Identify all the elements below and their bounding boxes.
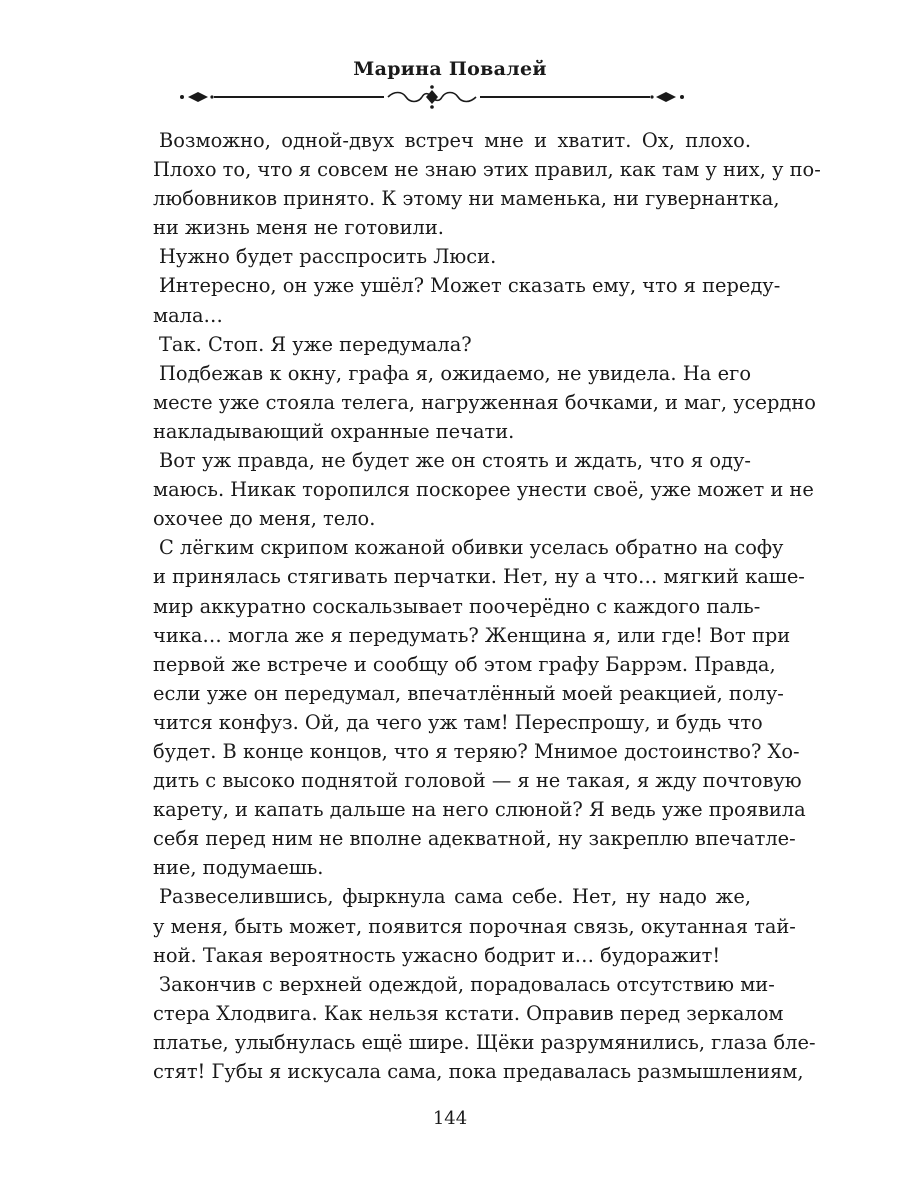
- body-text: [153, 126, 821, 1086]
- text-line: стят! Губы я искусала сама, пока предавалась размышлениям,: [153, 1060, 804, 1083]
- text-line: Подбежав к окну, графа я, ожидаемо, не увидела. На его: [159, 361, 751, 385]
- text-line: Интересно, он уже ушёл? Может сказать ему, что я переду-: [159, 274, 781, 298]
- text-line: Возможно, одной-двух встреч мне и хватит. Ох, плохо.: [159, 129, 751, 152]
- text-line: Нужно будет расспросить Люси.: [159, 245, 497, 269]
- text-line: первой же встрече и сообщу об этом графу Баррэм. Правда,: [153, 652, 776, 676]
- text-line: накладывающий охранные печати.: [153, 419, 515, 443]
- text-line: будет. В конце концов, что я теряю? Мнимое достоинство? Хо-: [153, 739, 800, 763]
- text-line: и принялась стягивать перчатки. Нет, ну а что… мягкий каше-: [153, 565, 805, 589]
- text-line: дить с высоко поднятой головой — я не такая, я жду почтовую: [153, 769, 802, 793]
- text-line: ни жизнь меня не готовили.: [153, 216, 444, 240]
- page-number: 144: [432, 1108, 468, 1129]
- text-line: стера Хлодвига. Как нельзя кстати. Оправив перед зеркалом: [153, 1001, 784, 1025]
- text-line: охочее до меня, тело.: [153, 507, 376, 531]
- text-line: у меня, быть может, появится порочная связь, окутанная тай-: [153, 914, 796, 938]
- text-line: месте уже стояла телега, нагруженная бочками, и маг, усердно: [153, 390, 816, 414]
- ornament-divider-icon: [178, 84, 686, 110]
- text-line: Так. Стоп. Я уже передумала?: [159, 332, 472, 356]
- text-line: ние, подумаешь.: [153, 856, 324, 880]
- text-line: Вот уж правда, не будет же он стоять и ждать, что я оду-: [159, 449, 751, 473]
- text-line: Развеселившись, фыркнула сама себе. Нет, ну надо же,: [159, 885, 751, 909]
- text-line: мир аккуратно соскальзывает поочерёдно с каждого паль-: [153, 594, 761, 618]
- text-line: ной. Такая вероятность ужасно бодрит и… будоражит!: [153, 943, 721, 967]
- author-name: Марина Повалей: [353, 58, 547, 80]
- text-line: Плохо то, что я совсем не знаю этих правил, как там у них, у по-: [153, 158, 821, 182]
- text-line: чится конфуз. Ой, да чего уж там! Переспрошу, и будь что: [153, 710, 763, 734]
- text-line: если уже он передумал, впечатлённый моей реакцией, полу-: [153, 681, 784, 705]
- text-line: карету, и капать дальше на него слюной? Я ведь уже проявила: [153, 798, 806, 822]
- text-line: мала…: [153, 303, 223, 327]
- running-header: [0, 58, 900, 80]
- text-line: Закончив с верхней одеждой, порадовалась отсутствию ми-: [159, 972, 775, 996]
- text-line: маюсь. Никак торопился поскорее унести своё, уже может и не: [153, 478, 814, 502]
- text-line: чика… могла же я передумать? Женщина я, или где! Вот при: [153, 623, 791, 647]
- text-line: С лёгким скрипом кожаной обивки уселась обратно на софу: [159, 536, 784, 560]
- text-line: себя перед ним не вполне адекватной, ну закреплю впечатле-: [153, 827, 796, 851]
- text-line: платье, улыбнулась ещё шире. Щёки разрумянились, глаза бле-: [153, 1030, 816, 1054]
- text-line: любовников принято. К этому ни маменька, ни гувернантка,: [153, 187, 780, 211]
